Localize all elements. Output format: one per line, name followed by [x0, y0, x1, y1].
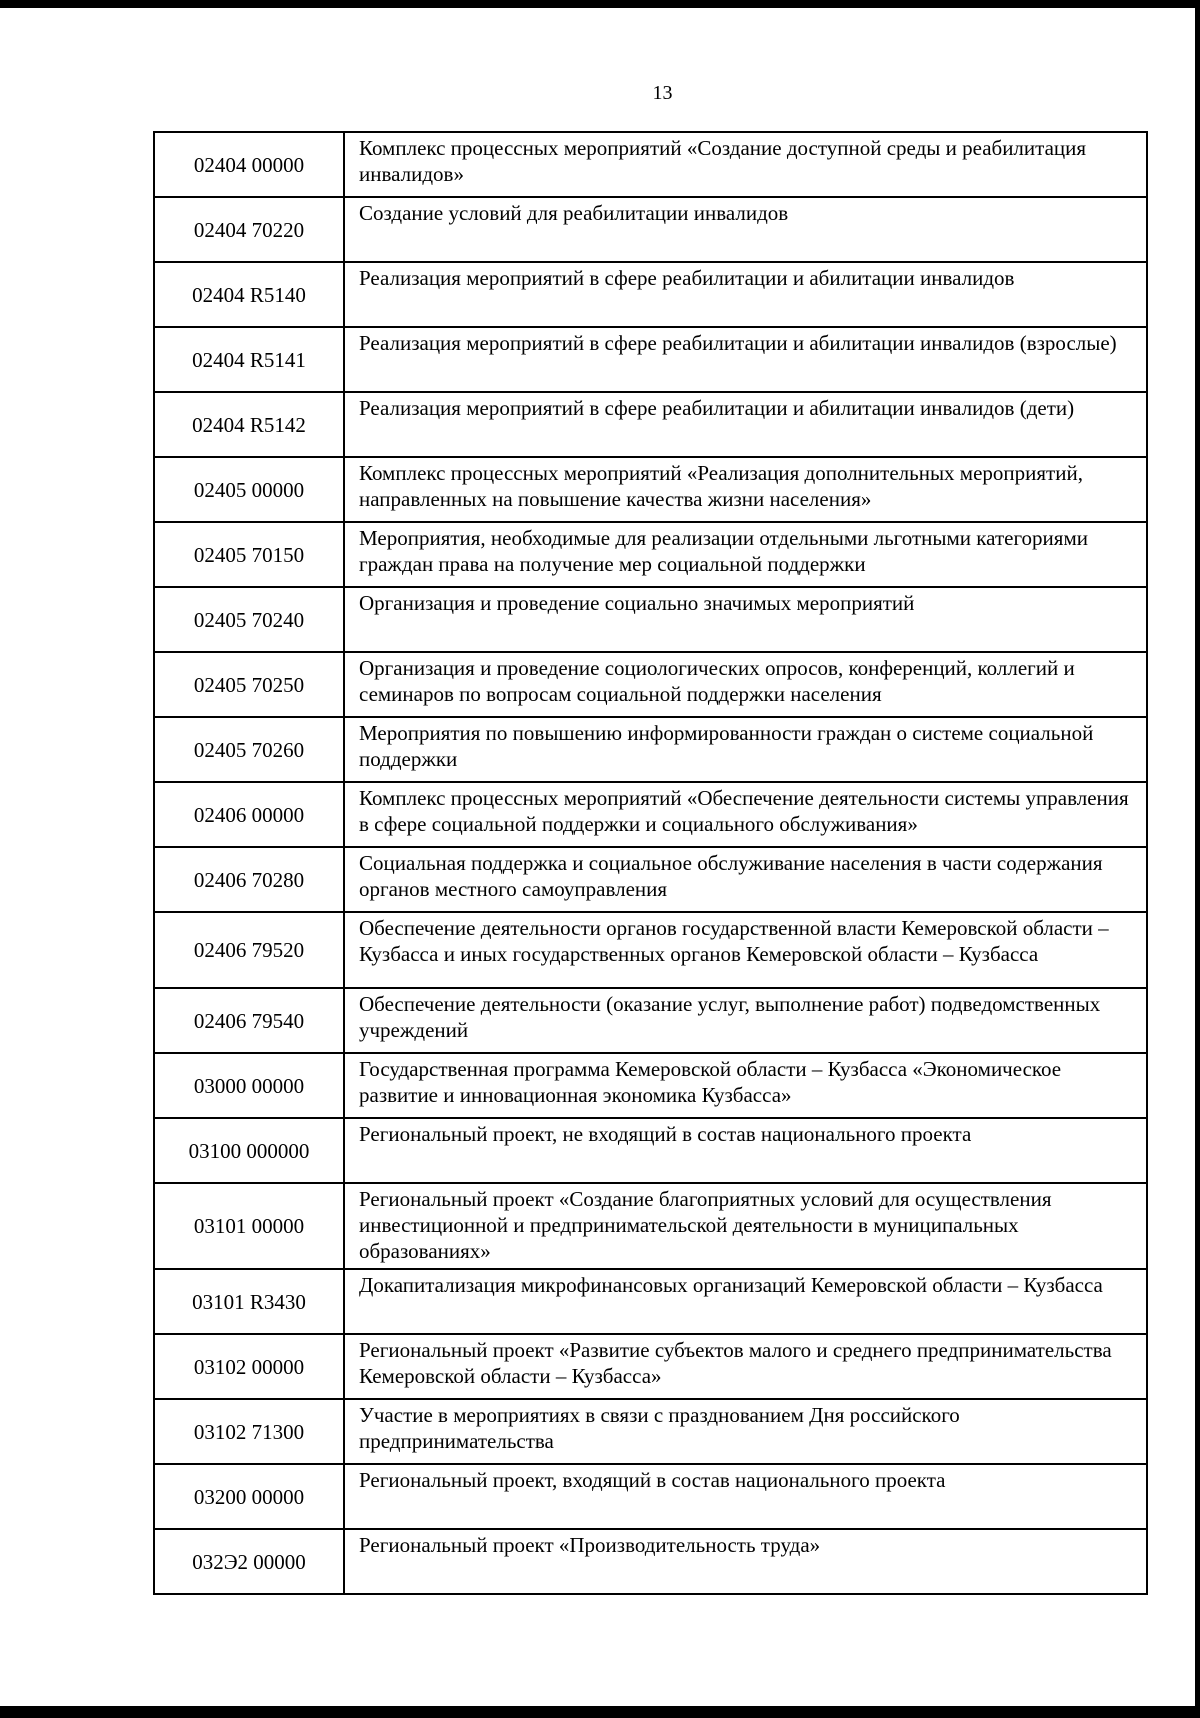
table-row: [154, 457, 1147, 522]
row-description: Региональный проект «Производительность труда»: [344, 1529, 1147, 1594]
row-description: Мероприятия по повышению информированности граждан о системе социальной поддержки: [344, 717, 1147, 782]
row-description: Региональный проект, не входящий в состав национального проекта: [344, 1118, 1147, 1183]
table-row: [154, 1464, 1147, 1529]
table-row: [154, 847, 1147, 912]
table-row: [154, 132, 1147, 197]
row-code: 02405 70250: [154, 652, 344, 717]
table-row: [154, 782, 1147, 847]
row-code: 02406 79540: [154, 988, 344, 1053]
row-description: Организация и проведение социально значимых мероприятий: [344, 587, 1147, 652]
page-number: 13: [652, 82, 673, 104]
row-code: 02405 70260: [154, 717, 344, 782]
row-code: 02404 R5141: [154, 327, 344, 392]
row-description: Реализация мероприятий в сфере реабилитации и абилитации инвалидов (дети): [344, 392, 1147, 457]
row-code: 02404 R5142: [154, 392, 344, 457]
table-row: [154, 587, 1147, 652]
row-description: Комплекс процессных мероприятий «Создание доступной среды и реабилитация инвалидов»: [344, 132, 1147, 197]
row-code: 03200 00000: [154, 1464, 344, 1529]
table-row: [154, 392, 1147, 457]
row-description: Государственная программа Кемеровской области – Кузбасса «Экономическое развитие и инновационная экономика Кузбасса»: [344, 1053, 1147, 1118]
row-code: 03102 00000: [154, 1334, 344, 1399]
scan-edge-right: [1195, 0, 1200, 1718]
row-description: Комплекс процессных мероприятий «Обеспечение деятельности системы управления в сфере социальной поддержки и социального обслуживания»: [344, 782, 1147, 847]
row-code: 032Э2 00000: [154, 1529, 344, 1594]
scan-edge-bottom: [0, 1706, 1200, 1718]
row-code: 02405 00000: [154, 457, 344, 522]
table-row: [154, 522, 1147, 587]
row-code: 02406 70280: [154, 847, 344, 912]
table-row: [154, 988, 1147, 1053]
row-code: 02404 70220: [154, 197, 344, 262]
table-row: [154, 717, 1147, 782]
table-row: [154, 912, 1147, 988]
row-code: 03102 71300: [154, 1399, 344, 1464]
row-description: Обеспечение деятельности (оказание услуг, выполнение работ) подведомственных учреждений: [344, 988, 1147, 1053]
row-code: 02404 00000: [154, 132, 344, 197]
budget-codes-table: [153, 131, 1148, 1595]
row-description: Комплекс процессных мероприятий «Реализация дополнительных мероприятий, направленных на повышение качества жизни населения»: [344, 457, 1147, 522]
table-row: [154, 327, 1147, 392]
row-code: 02406 00000: [154, 782, 344, 847]
row-description: Реализация мероприятий в сфере реабилитации и абилитации инвалидов (взрослые): [344, 327, 1147, 392]
table-row: [154, 1334, 1147, 1399]
row-code: 03100 000000: [154, 1118, 344, 1183]
row-description: Региональный проект «Создание благоприятных условий для осуществления инвестиционной и предпринимательской деятельности в муниципальных образованиях»: [344, 1183, 1147, 1269]
row-description: Организация и проведение социологических опросов, конференций, коллегий и семинаров по вопросам социальной поддержки населения: [344, 652, 1147, 717]
row-code: 03101 R3430: [154, 1269, 344, 1334]
table-row: [154, 1399, 1147, 1464]
scan-edge-top: [0, 0, 1200, 8]
row-description: Реализация мероприятий в сфере реабилитации и абилитации инвалидов: [344, 262, 1147, 327]
row-code: 02405 70240: [154, 587, 344, 652]
row-description: Создание условий для реабилитации инвалидов: [344, 197, 1147, 262]
table-row: [154, 1053, 1147, 1118]
table-row: [154, 1118, 1147, 1183]
row-description: Обеспечение деятельности органов государственной власти Кемеровской области – Кузбасса и иных государственных органов Кемеровской области – Кузбасса: [344, 912, 1147, 988]
table-row: [154, 262, 1147, 327]
row-description: Участие в мероприятиях в связи с празднованием Дня российского предпринимательства: [344, 1399, 1147, 1464]
row-code: 03000 00000: [154, 1053, 344, 1118]
row-description: Региональный проект «Развитие субъектов малого и среднего предпринимательства Кемеровской области – Кузбасса»: [344, 1334, 1147, 1399]
table-row: [154, 1183, 1147, 1269]
row-description: Докапитализация микрофинансовых организаций Кемеровской области – Кузбасса: [344, 1269, 1147, 1334]
table-row: [154, 197, 1147, 262]
row-code: 02404 R5140: [154, 262, 344, 327]
row-description: Мероприятия, необходимые для реализации отдельными льготными категориями граждан права на получение мер социальной поддержки: [344, 522, 1147, 587]
table-row: [154, 1529, 1147, 1594]
table-row: [154, 652, 1147, 717]
row-code: 02406 79520: [154, 912, 344, 988]
row-description: Социальная поддержка и социальное обслуживание населения в части содержания органов местного самоуправления: [344, 847, 1147, 912]
row-description: Региональный проект, входящий в состав национального проекта: [344, 1464, 1147, 1529]
table-row: [154, 1269, 1147, 1334]
row-code: 02405 70150: [154, 522, 344, 587]
row-code: 03101 00000: [154, 1183, 344, 1269]
